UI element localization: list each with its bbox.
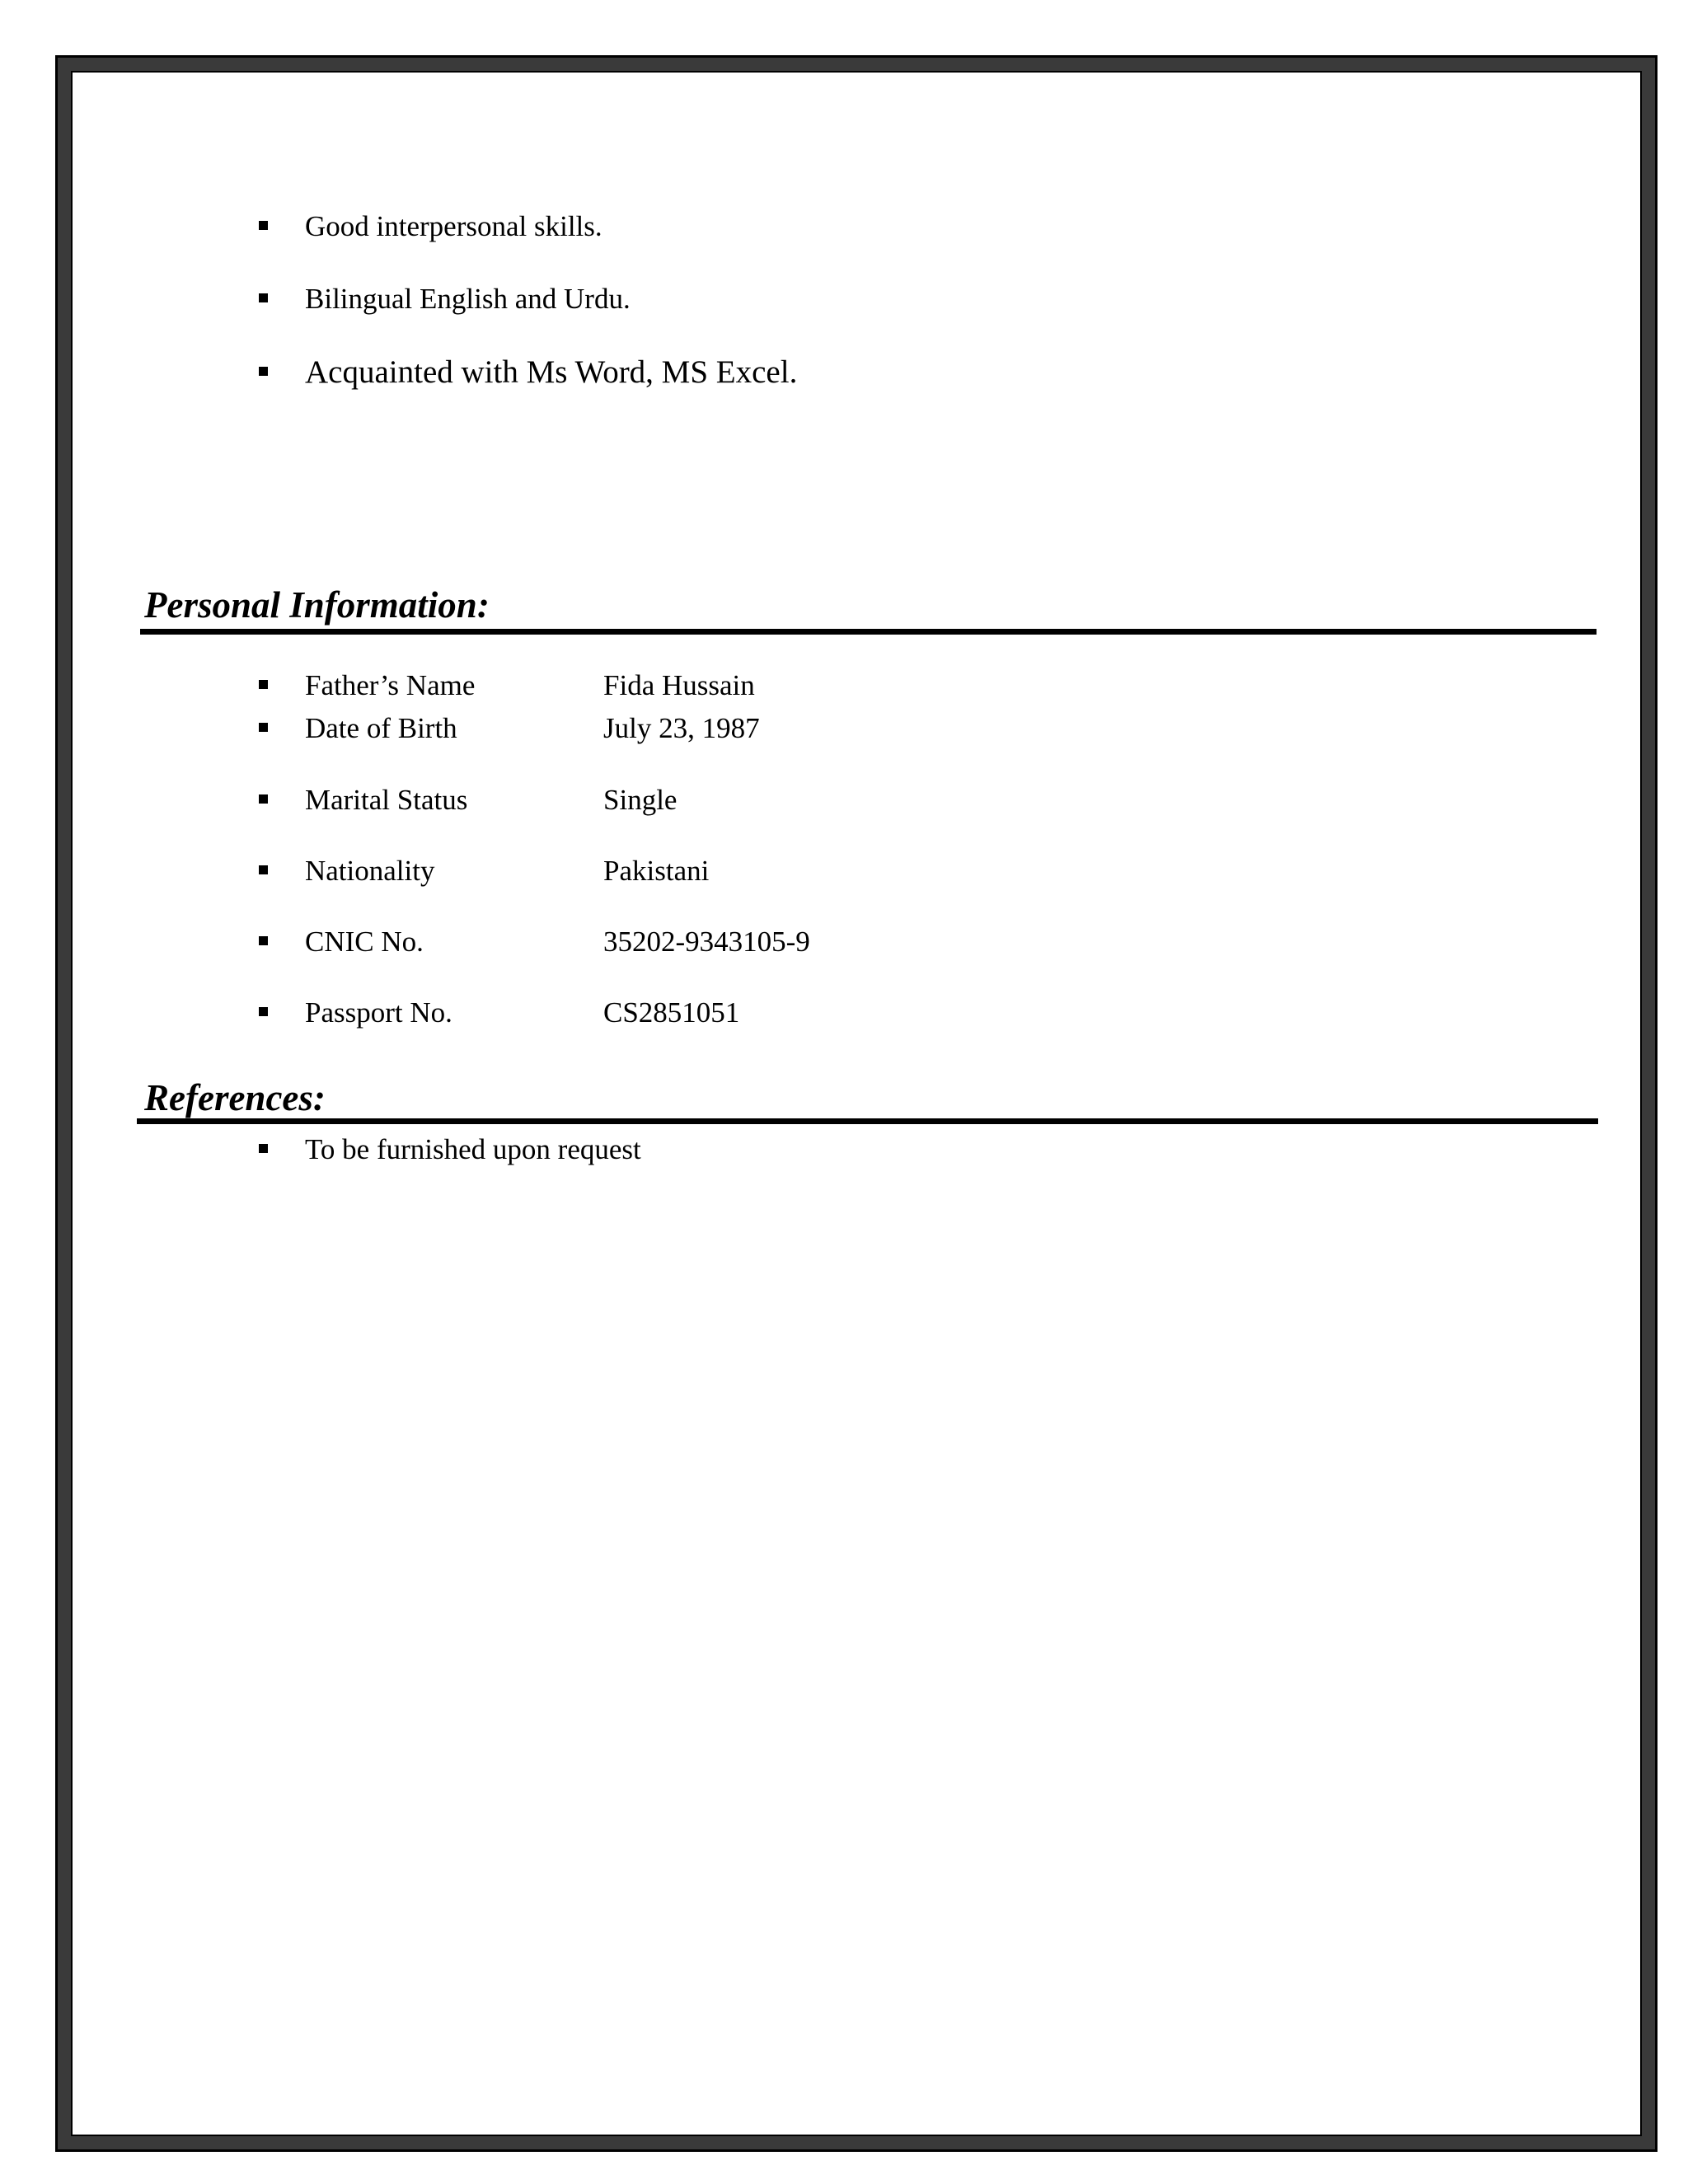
skill-item: Good interpersonal skills.: [305, 210, 603, 242]
field-label: Father’s Name: [305, 669, 476, 701]
section-heading: Personal Information:: [144, 584, 490, 626]
bullet-square-icon: [259, 794, 268, 804]
field-label: Passport No.: [305, 996, 452, 1029]
field-value: Fida Hussain: [603, 669, 755, 701]
skill-item: Bilingual English and Urdu.: [305, 283, 631, 315]
section-heading: References:: [144, 1077, 326, 1118]
field-label: Date of Birth: [305, 712, 457, 744]
field-value: 35202-9343105-9: [603, 926, 810, 958]
section-divider: [140, 629, 1597, 635]
bullet-square-icon: [259, 936, 268, 945]
field-label: Marital Status: [305, 784, 468, 816]
bullet-square-icon: [259, 680, 268, 689]
field-value: Pakistani: [603, 855, 710, 887]
skill-item: Acquainted with Ms Word, MS Excel.: [305, 354, 798, 390]
bullet-square-icon: [259, 1144, 268, 1153]
bullet-square-icon: [259, 367, 268, 376]
bullet-square-icon: [259, 221, 268, 230]
field-label: Nationality: [305, 855, 435, 887]
bullet-square-icon: [259, 1007, 268, 1016]
bullet-square-icon: [259, 865, 268, 874]
bullet-square-icon: [259, 293, 268, 302]
field-label: CNIC No.: [305, 926, 424, 958]
section-divider: [137, 1118, 1598, 1124]
field-value: July 23, 1987: [603, 712, 760, 744]
reference-item: To be furnished upon request: [305, 1133, 641, 1165]
bullet-square-icon: [259, 723, 268, 732]
field-value: Single: [603, 784, 678, 816]
field-value: CS2851051: [603, 996, 740, 1029]
